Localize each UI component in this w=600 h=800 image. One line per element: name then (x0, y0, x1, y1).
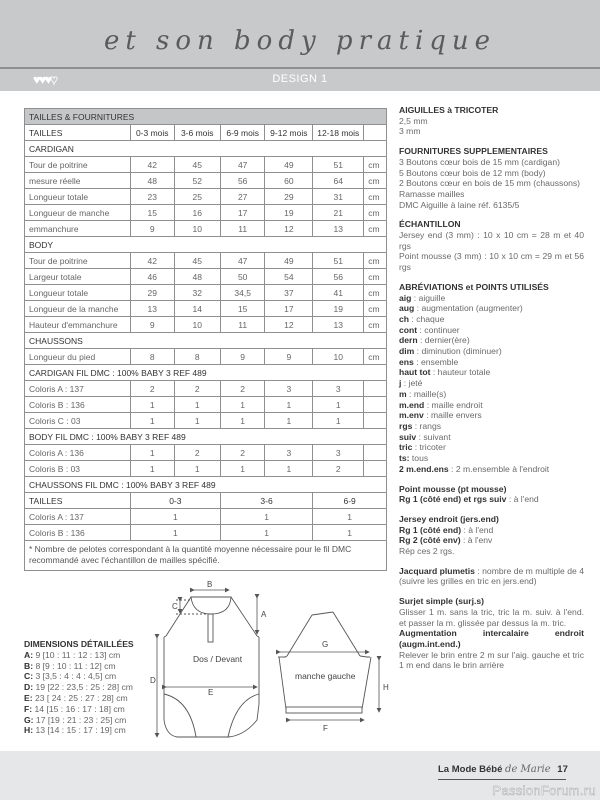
dimension-key: H: (24, 725, 34, 736)
unit-cell: cm (364, 317, 387, 333)
cell-value: 12 (265, 221, 313, 237)
cell-value: 56 (313, 269, 364, 285)
definition: : augmentation (augmenter) (414, 303, 523, 314)
gauge-title: ÉCHANTILLON (399, 219, 461, 230)
size-header: 9-12 mois (265, 125, 313, 141)
cell-value: 19 (313, 301, 364, 317)
body-label: Dos / Devant (193, 654, 243, 664)
abbreviation: aig (399, 292, 412, 303)
row-label: Rg 1 (côté end) et rgs suiv (399, 494, 507, 505)
row-label: mesure réelle (25, 173, 131, 189)
definition: : continuer (417, 324, 460, 335)
label-F: F (323, 724, 328, 733)
abbreviations-title: ABRÉVIATIONS et POINTS UTILISÉS (399, 281, 549, 292)
unit-cell: cm (364, 285, 387, 301)
definition: : tricoter (412, 442, 446, 453)
sleeve-pattern (278, 612, 371, 713)
cell-value: 1 (220, 509, 312, 525)
cell-value: 1 (174, 461, 220, 477)
supply-item: Ramasse mailles (399, 188, 465, 199)
row-label: Coloris C : 03 (25, 413, 131, 429)
cell-value: 15 (220, 301, 265, 317)
cell-value: 1 (265, 461, 313, 477)
gauge-line: Point mousse (3 mm) : 10 x 10 cm = 29 m et 56 rgs (399, 251, 584, 273)
dimensions-title: DIMENSIONS DÉTAILLÉES (24, 639, 134, 649)
section-title: CARDIGAN FIL DMC : 100% BABY 3 REF 489 (25, 365, 387, 381)
surjet-title: Surjet simple (surj.s) (399, 596, 485, 607)
abbreviation: j (399, 378, 402, 389)
unit-cell: cm (364, 301, 387, 317)
cell-value: 1 (130, 397, 174, 413)
surjet-text: Glisser 1 m. sans la tric, tric la m. suiv. à l'end. et passer la m. glissée par dessus la m. tric. (399, 606, 584, 628)
row-label: Longueur totale (25, 285, 131, 301)
cell-value: 32 (174, 285, 220, 301)
abbreviation: ts: (399, 453, 410, 464)
point-mousse-title: Point mousse (pt mousse) (399, 483, 507, 494)
jacquard-text: : nombre de m multiple de 4 (suivre les grilles en tric en jers.end) (399, 565, 584, 587)
abbreviation: haut tot (399, 367, 431, 378)
cell-value: 37 (265, 285, 313, 301)
cell-value: 1 (313, 509, 387, 525)
abbreviation: ens (399, 356, 414, 367)
abbreviation: 2 m.end.ens (399, 463, 449, 474)
cell-value: 1 (130, 445, 174, 461)
row-label: Rg 1 (côté end) (399, 524, 462, 535)
row-label: Longueur du pied (25, 349, 131, 365)
cell-value: 42 (130, 253, 174, 269)
cell-value: 48 (130, 173, 174, 189)
cell-value: 13 (130, 301, 174, 317)
label-H: H (383, 683, 389, 692)
body-front-back-pattern (164, 597, 259, 737)
cell-value: 47 (220, 157, 265, 173)
sleeve-label: manche gauche (295, 671, 356, 681)
size-header: 3-6 (220, 493, 312, 509)
cell-value: 1 (313, 397, 364, 413)
dimension-key: A: (24, 649, 34, 660)
abbreviation: dern (399, 335, 418, 346)
abbreviation: tric (399, 442, 413, 453)
cell-value: 41 (313, 285, 364, 301)
cell-value: 1 (265, 413, 313, 429)
row-label: emmanchure (25, 221, 131, 237)
definition: : 2 m.ensemble à l'endroit (448, 463, 550, 474)
cell-value: 45 (174, 157, 220, 173)
size-header: 0-3 (130, 493, 220, 509)
sizes-label: TAILLES (25, 493, 131, 509)
section-title: CHAUSSONS (25, 333, 387, 349)
cell-value: 1 (174, 397, 220, 413)
dimension-value: 3 [3,5 : 4 : 4 : 4,5] cm (33, 671, 117, 682)
page-title: et son body pratique (103, 26, 497, 56)
size-header: 6-9 (313, 493, 387, 509)
cell-value: 14 (174, 301, 220, 317)
dimension-key: B: (24, 660, 34, 671)
row-label: Longueur de la manche (25, 301, 131, 317)
dimension-value: 8 [9 : 10 : 11 : 12] cm (33, 660, 116, 671)
unit-cell: cm (364, 349, 387, 365)
cell-value: 2 (313, 461, 364, 477)
magazine-brand (438, 764, 568, 775)
cell-value: 2 (220, 381, 265, 397)
label-A: A (261, 610, 267, 619)
dimension-value: 13 [14 : 15 : 17 : 19] cm (33, 725, 126, 736)
cell-value: 10 (174, 317, 220, 333)
row-label: Coloris B : 136 (25, 525, 131, 541)
cell-value: 21 (313, 205, 364, 221)
definition: : maille(s) (406, 388, 447, 399)
cell-value: 1 (130, 525, 220, 541)
cell-value: 50 (220, 269, 265, 285)
dimension-value: 14 [15 : 16 : 17 : 18] cm (32, 703, 125, 714)
row-label: Hauteur d'emmanchure (25, 317, 131, 333)
unit-cell: cm (364, 173, 387, 189)
size-header: 6-9 mois (220, 125, 265, 141)
cell-value: 8 (130, 349, 174, 365)
cell-value: 1 (130, 413, 174, 429)
cell-value: 56 (220, 173, 265, 189)
cell-value: 46 (130, 269, 174, 285)
cell-value: 1 (220, 397, 265, 413)
label-E: E (208, 688, 214, 697)
unit-cell: cm (364, 221, 387, 237)
row-label: Coloris A : 136 (25, 445, 131, 461)
size-header: 3-6 mois (174, 125, 220, 141)
cell-value: 54 (265, 269, 313, 285)
definition: : diminution (diminuer) (414, 346, 502, 357)
label-B: B (207, 580, 213, 589)
size-header: 0-3 mois (130, 125, 174, 141)
dimension-key: F: (24, 703, 33, 714)
cell-value: 23 (130, 189, 174, 205)
cell-value: 3 (313, 381, 364, 397)
label-C: C (172, 602, 178, 611)
table-footnote: * Nombre de pelotes correspondant à la quantité moyenne nécessaire pour le fil DMC recommandé avec l'échantillon de mailles spécifié. (25, 541, 387, 571)
cell-value: 48 (174, 269, 220, 285)
row-label: Coloris A : 137 (25, 509, 131, 525)
cell-value: 17 (220, 205, 265, 221)
definition: : aiguille (411, 292, 446, 303)
cell-value: 60 (265, 173, 313, 189)
label-G: G (322, 640, 329, 649)
cell-value: 10 (174, 221, 220, 237)
size-header: 12-18 mois (313, 125, 364, 141)
jersey-title: Jersey endroit (jers.end) (399, 513, 499, 524)
unit-cell: cm (364, 205, 387, 221)
cell-value: 9 (130, 221, 174, 237)
cell-value: 1 (130, 461, 174, 477)
cell-value: 1 (220, 413, 265, 429)
row-label: Coloris B : 03 (25, 461, 131, 477)
dimension-key: G: (24, 714, 34, 725)
row-label: Longueur de manche (25, 205, 131, 221)
cell-value: 2 (130, 381, 174, 397)
brand-underline (438, 779, 566, 780)
page-footer (0, 751, 600, 800)
watermark: PassionForum.ru (492, 783, 596, 798)
repeat-note: Rép ces 2 rgs. (399, 546, 455, 557)
design-label: DESIGN 1 (272, 73, 328, 85)
cell-value: 1 (313, 413, 364, 429)
dimension-value: 17 [19 : 21 : 23 : 25] cm (33, 714, 127, 725)
definition: : chaque (409, 313, 445, 324)
definition: : dernier(ère) (417, 335, 470, 346)
needles-title: AIGUILLES à TRICOTER (399, 105, 499, 115)
label-D: D (150, 676, 156, 685)
definition: : rangs (412, 420, 442, 431)
cell-value: 1 (265, 397, 313, 413)
cell-value: 34,5 (220, 285, 265, 301)
supplies-title: FOURNITURES SUPPLEMENTAIRES (399, 146, 548, 157)
jacquard-title: Jacquard plumetis (399, 565, 475, 576)
cell-value: 27 (220, 189, 265, 205)
abbreviation: aug (399, 303, 415, 314)
unit-cell: cm (364, 189, 387, 205)
cell-value: 1 (220, 461, 265, 477)
table-title: TAILLES & FOURNITURES (25, 109, 387, 125)
row-label: Largeur totale (25, 269, 131, 285)
sleeve-dimension-arrows (280, 652, 379, 720)
row-label: Coloris A : 137 (25, 381, 131, 397)
cell-value: 9 (220, 349, 265, 365)
cell-value: 12 (265, 317, 313, 333)
cell-value: 9 (265, 349, 313, 365)
cell-value: 3 (265, 381, 313, 397)
cell-value: 1 (174, 413, 220, 429)
section-title: CHAUSSONS FIL DMC : 100% BABY 3 REF 489 (25, 477, 387, 493)
supply-item: DMC Aiguille à laine réf. 6135/5 (399, 199, 520, 210)
cell-value: 11 (220, 317, 265, 333)
cell-value: 1 (130, 509, 220, 525)
dimension-key: C: (24, 671, 34, 682)
supply-item: 2 Boutons cœur en bois de 15 mm (chaussons) (399, 178, 581, 189)
definition: tous (409, 453, 429, 464)
cell-value: 11 (220, 221, 265, 237)
cell-value: 51 (313, 253, 364, 269)
abbreviation: cont (399, 324, 418, 335)
row-label: Tour de poitrine (25, 253, 131, 269)
cell-value: 25 (174, 189, 220, 205)
cell-value: 2 (220, 445, 265, 461)
cell-value: 45 (174, 253, 220, 269)
augm-title: Augmentation intercalaire endroit (augm.int.end.) (399, 628, 584, 649)
brand-name: La Mode Bébé (438, 764, 503, 775)
abbreviation: m.env (399, 410, 424, 421)
row-label: Longueur totale (25, 189, 131, 205)
cell-value: 64 (313, 173, 364, 189)
cell-value: 42 (130, 157, 174, 173)
row-label: Coloris B : 136 (25, 397, 131, 413)
definition: : hauteur totale (430, 367, 491, 378)
row-text: : à l'end (461, 524, 494, 535)
dimension-value: 19 [22 : 23,5 : 25 : 28] cm (33, 682, 133, 693)
cell-value: 2 (174, 381, 220, 397)
cell-value: 29 (130, 285, 174, 301)
augm-text: Relever le brin entre 2 m sur l'aig. gauche et tric 1 m end dans le brin arrière (399, 649, 584, 671)
cell-value: 3 (313, 445, 364, 461)
hearts-rating-icon: ♥♥♥♥ (33, 72, 56, 87)
section-title: BODY (25, 237, 387, 253)
definition: : maille endroit (424, 399, 483, 410)
unit-cell: cm (364, 269, 387, 285)
cell-value: 13 (313, 221, 364, 237)
dimension-value: 9 [10 : 11 : 12 : 13] cm (33, 649, 121, 660)
abbreviation: suiv (399, 431, 417, 442)
cell-value: 10 (313, 349, 364, 365)
cell-value: 8 (174, 349, 220, 365)
row-text: : à l'end (506, 494, 539, 505)
sizes-label: TAILLES (25, 125, 131, 141)
abbreviation: dim (399, 346, 415, 357)
needle-size: 2,5 mm (399, 115, 428, 126)
cell-value: 3 (265, 445, 313, 461)
gauge-line: Jersey end (3 mm) : 10 x 10 cm = 28 m et 40 rgs (399, 230, 584, 251)
cell-value: 13 (313, 317, 364, 333)
needle-size: 3 mm (399, 126, 421, 137)
cell-value: 9 (130, 317, 174, 333)
cell-value: 49 (265, 253, 313, 269)
cell-value: 19 (265, 205, 313, 221)
page-number: 17 (557, 764, 568, 775)
cell-value: 29 (265, 189, 313, 205)
cell-value: 16 (174, 205, 220, 221)
cell-value: 1 (313, 525, 387, 541)
supply-item: 5 Boutons cœur bois de 12 mm (body) (399, 167, 546, 178)
cell-value: 51 (313, 157, 364, 173)
cell-value: 2 (174, 445, 220, 461)
row-label: Tour de poitrine (25, 157, 131, 173)
unit-cell: cm (364, 253, 387, 269)
abbreviation: ch (399, 313, 410, 324)
row-text: : à l'env (460, 535, 493, 546)
unit-cell: cm (364, 157, 387, 173)
abbreviation: rgs (399, 420, 413, 431)
cell-value: 31 (313, 189, 364, 205)
cell-value: 17 (265, 301, 313, 317)
abbreviation: m (399, 388, 407, 399)
dimension-value: 23 [ 24 : 25 : 27 : 28] cm (32, 692, 128, 703)
definition: : ensemble (413, 356, 459, 367)
definition: : maille envers (423, 410, 482, 421)
dimension-key: D: (24, 682, 34, 693)
abbreviation: m.end (399, 399, 425, 410)
cell-value: 52 (174, 173, 220, 189)
section-title: BODY FIL DMC : 100% BABY 3 REF 489 (25, 429, 387, 445)
brand-script: de Marie (505, 764, 551, 775)
definition: : suivant (416, 431, 451, 442)
section-title: CARDIGAN (25, 141, 387, 157)
cell-value: 47 (220, 253, 265, 269)
dimension-key: E: (24, 692, 33, 703)
definition: : jeté (401, 378, 423, 389)
cell-value: 1 (220, 525, 312, 541)
row-label: Rg 2 (côté env) (399, 535, 461, 546)
cell-value: 49 (265, 157, 313, 173)
cell-value: 15 (130, 205, 174, 221)
supply-item: 3 Boutons cœur bois de 15 mm (cardigan) (399, 156, 560, 167)
